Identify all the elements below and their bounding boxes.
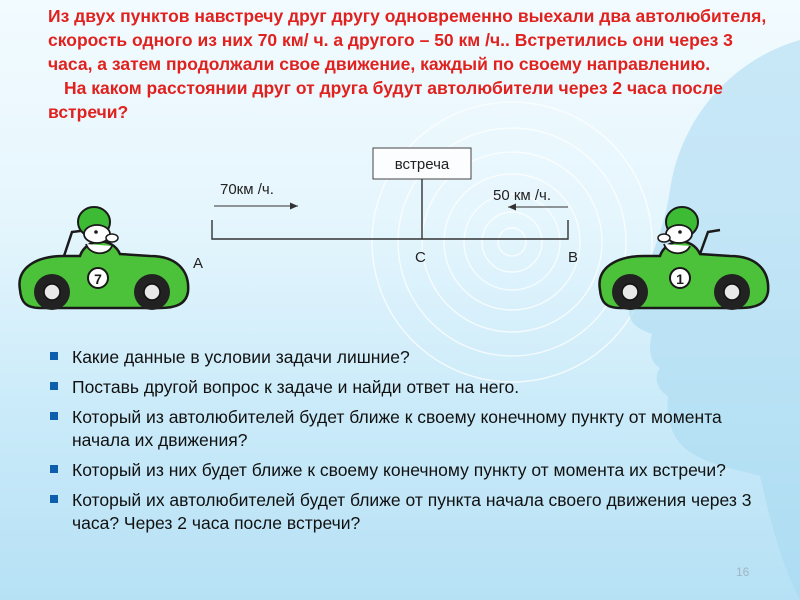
- arrow-left-head: [508, 204, 516, 211]
- car-left-number: 7: [94, 271, 102, 287]
- car-right-number: 1: [676, 271, 684, 287]
- question-text: Поставь другой вопрос к задаче и найди ответ на него.: [72, 377, 520, 397]
- page-number: 16: [736, 565, 750, 579]
- list-item: [46, 489, 766, 535]
- question-text: Какие данные в условии задачи лишние?: [72, 347, 410, 367]
- point-b-label: В: [568, 249, 579, 266]
- questions-list: [46, 346, 766, 542]
- bullet-icon: [50, 382, 58, 390]
- question-text: Который их автолюбителей будет ближе от пункта начала своего движения через 3 часа? Через 2 часа после встречи?: [72, 490, 752, 533]
- motion-diagram: [0, 140, 800, 340]
- speed-right-label: 50 км /ч.: [493, 187, 552, 204]
- question-text: Который из автолюбителей будет ближе к своему конечному пункту от момента начала их движения?: [72, 407, 722, 450]
- point-c-label: С: [415, 249, 426, 266]
- bullet-icon: [50, 465, 58, 473]
- point-a-label: А: [193, 255, 204, 272]
- bullet-icon: [50, 412, 58, 420]
- meeting-label: встреча: [394, 156, 450, 173]
- list-item: [46, 376, 766, 399]
- bullet-icon: [50, 352, 58, 360]
- speed-left-label: 70км /ч.: [220, 181, 274, 198]
- list-item: [46, 406, 766, 452]
- bullet-icon: [50, 495, 58, 503]
- problem-text: [48, 4, 780, 124]
- route-line: [212, 220, 568, 239]
- list-item: [46, 459, 766, 482]
- list-item: [46, 346, 766, 369]
- car-right-icon: [599, 207, 768, 310]
- question-text: Который из них будет ближе к своему конечному пункту от момента их встречи?: [72, 460, 726, 480]
- problem-question: На каком расстоянии друг от друга будут автолюбители через 2 часа после встречи?: [48, 78, 723, 122]
- problem-statement: Из двух пунктов навстречу друг другу одновременно выехали два автолюбителя, скорость одного из них 70 км/ ч. а другого – 50 км /ч.. Встретились они через 3 часа, а затем продолжали свое движение, каждый по своему направлению.: [48, 6, 767, 74]
- arrow-right-head: [290, 203, 298, 210]
- car-left-icon: [19, 207, 188, 310]
